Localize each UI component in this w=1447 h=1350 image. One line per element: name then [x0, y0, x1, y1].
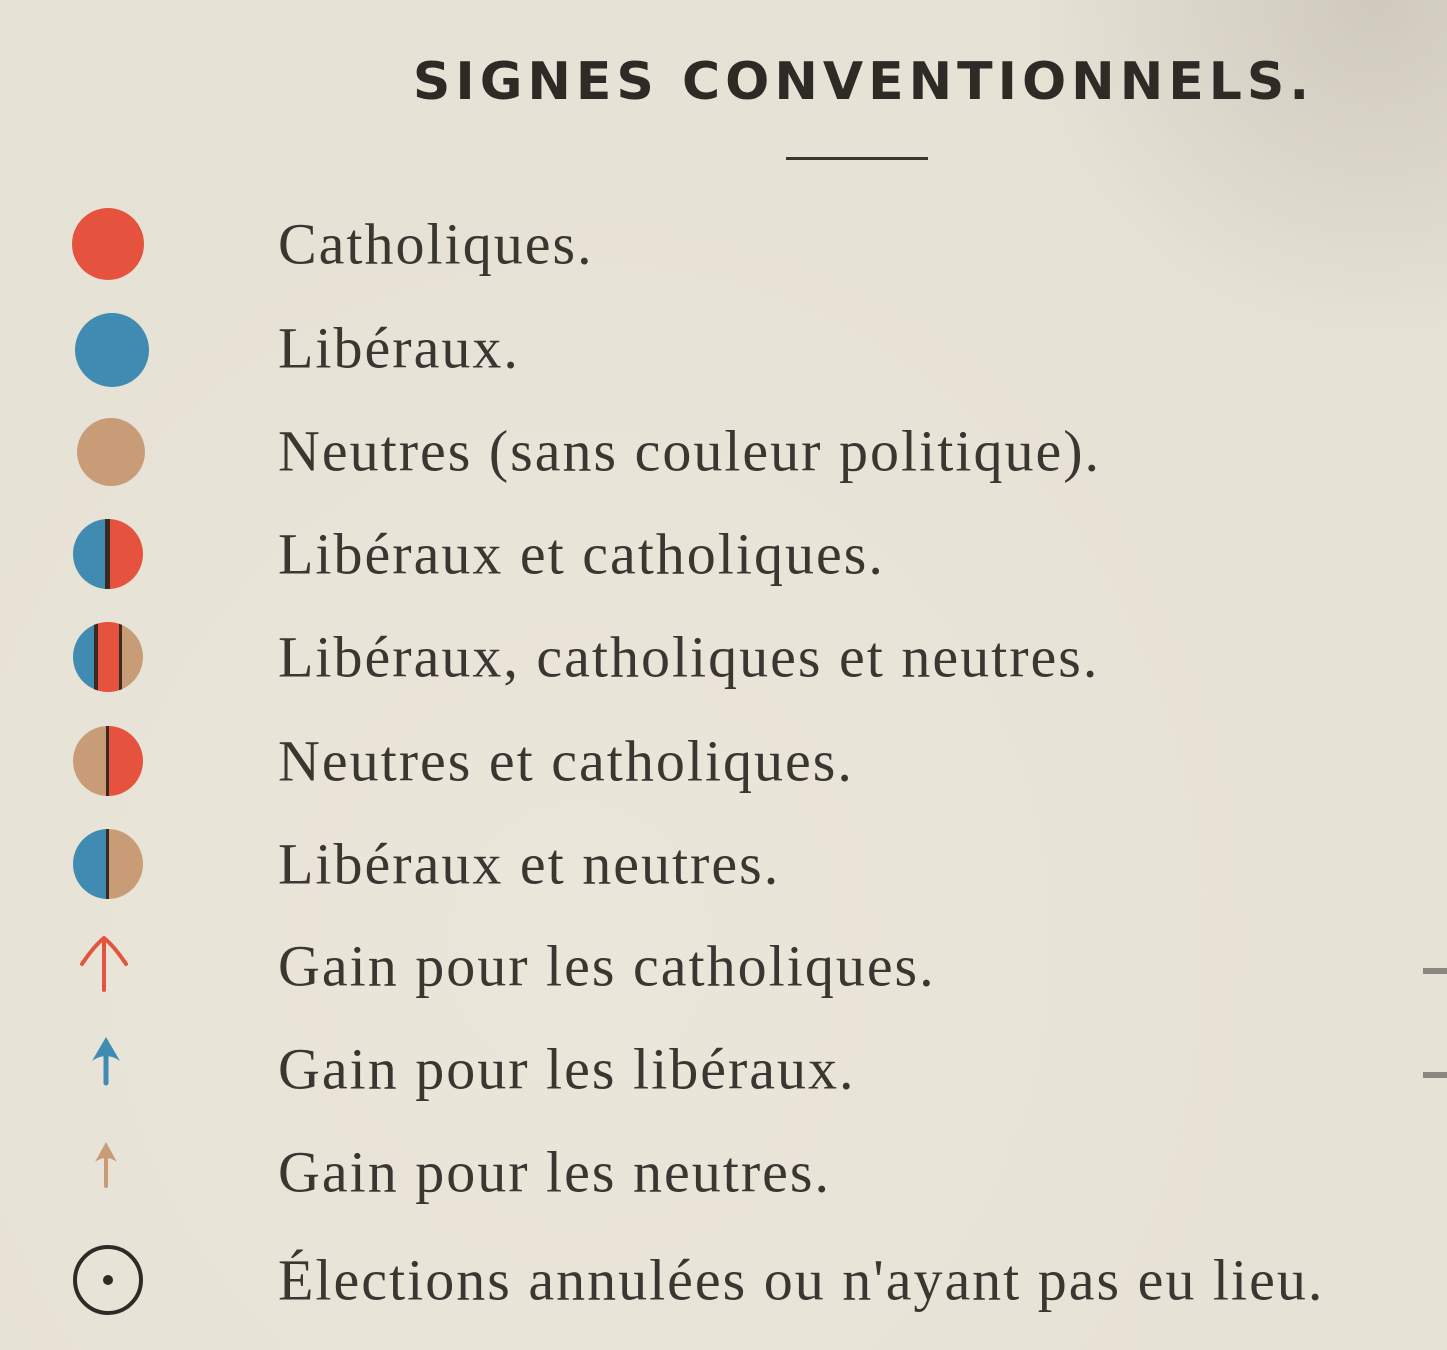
legend-row-liberaux [0, 296, 1447, 400]
tan-arrow-up-icon [64, 1130, 152, 1214]
blue-arrow-up-icon [64, 1027, 152, 1111]
legend-row-catholiques [0, 192, 1447, 296]
legend-title: SIGNES CONVENTIONNELS. [412, 52, 1315, 112]
legend-row-liberaux-catholiques [0, 502, 1447, 606]
blue-red-tan-split-circle-icon [64, 615, 152, 699]
legend-row-liberaux-neutres [0, 812, 1447, 916]
legend-row-gain-catholiques [0, 914, 1447, 1018]
legend-row-liberaux-catholiques-neutres [0, 605, 1447, 709]
edge-mark [1423, 1072, 1447, 1078]
legend-label: Gain pour les neutres. [278, 1139, 831, 1205]
legend-label: Catholiques. [278, 211, 594, 277]
legend-label: Neutres et catholiques. [278, 728, 854, 794]
legend-label: Libéraux et neutres. [278, 831, 781, 897]
red-arrow-up-icon [64, 924, 152, 1008]
legend-label: Neutres (sans couleur politique). [278, 418, 1102, 484]
title-rule [786, 157, 928, 160]
legend-row-neutres [0, 399, 1447, 503]
legend-label: Libéraux, catholiques et neutres. [278, 624, 1100, 690]
blue-red-split-circle-icon [64, 512, 152, 596]
legend-row-neutres-catholiques [0, 709, 1447, 813]
legend-row-gain-liberaux [0, 1017, 1447, 1121]
legend-label: Gain pour les catholiques. [278, 933, 936, 999]
tan-circle-icon [64, 409, 152, 493]
legend-label: Élections annulées ou n'ayant pas eu lieu. [278, 1247, 1325, 1313]
legend-label: Libéraux. [278, 315, 520, 381]
edge-mark [1423, 968, 1447, 974]
tan-red-split-circle-icon [64, 719, 152, 803]
blue-tan-split-circle-icon [64, 822, 152, 906]
blue-circle-icon [64, 306, 152, 390]
red-circle-icon [64, 202, 152, 286]
legend-row-gain-neutres [0, 1120, 1447, 1224]
circled-dot-icon [64, 1238, 152, 1322]
legend-label: Gain pour les libéraux. [278, 1036, 856, 1102]
legend-row-elections-annulees [0, 1228, 1447, 1332]
legend-label: Libéraux et catholiques. [278, 521, 885, 587]
